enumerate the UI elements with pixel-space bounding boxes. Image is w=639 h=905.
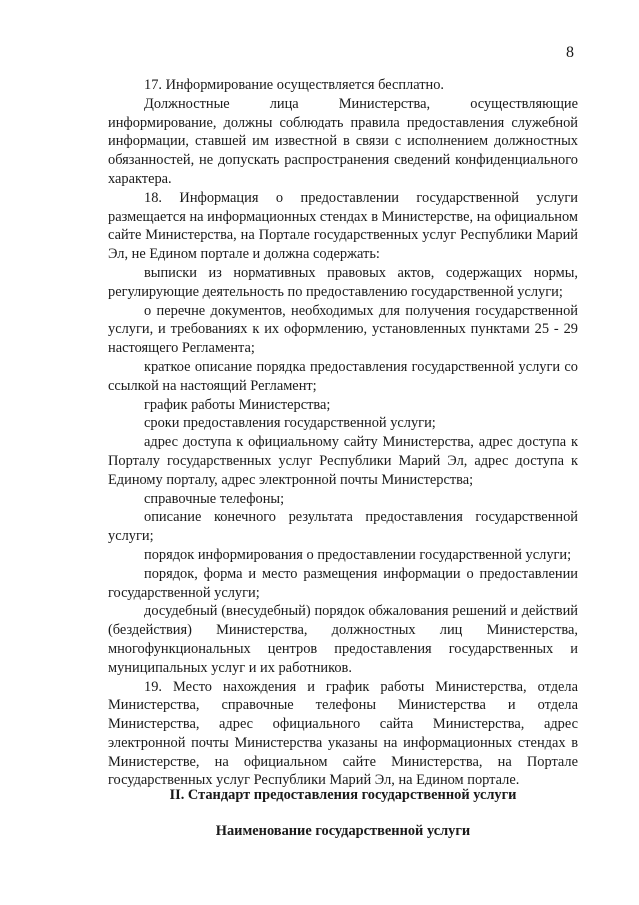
page-number: 8 bbox=[566, 44, 574, 61]
list-item-documents: о перечне документов, необходимых для получения государственной услуги, и требованиях к их оформлению, установленных пунктами 25 - 29 настоящего Регламента; bbox=[108, 302, 578, 357]
list-item-procedure-summary: краткое описание порядка предоставления государственной услуги со ссылкой на настоящий Регламент; bbox=[108, 358, 578, 394]
list-item-info-placement: порядок, форма и место размещения информации о предоставлении государственной услуги; bbox=[108, 565, 578, 601]
list-item-service-terms: сроки предоставления государственной услуги; bbox=[144, 415, 436, 432]
paragraph-officials-duty: Должностные лица Министерства, осуществляющие информирование, должны соблюдать правила предоставления служебной информации, ставшей им известной в связи с исполнением должностных обязанностей, не допускать распространения сведений конфиденциального характера. bbox=[108, 95, 578, 187]
list-item-appeal-procedure: досудебный (внесудебный) порядок обжалования решений и действий (бездействия) Министерства, должностных лиц Министерства, многофункциональных центров предоставления государственных и муниципальных услуг и их работников. bbox=[108, 603, 578, 676]
document-body bbox=[108, 76, 578, 790]
paragraph-17: 17. Информирование осуществляется бесплатно. bbox=[144, 77, 445, 93]
list-item-addresses: адрес доступа к официальному сайту Министерства, адрес доступа к Порталу государственных услуг Республики Марий Эл, адрес доступа к Единому порталу, адрес электронной почты Министерства; bbox=[108, 434, 578, 488]
list-item-work-schedule: график работы Министерства; bbox=[144, 396, 331, 413]
list-item-info-procedure: порядок информирования о предоставлении государственной услуги; bbox=[144, 546, 572, 563]
list-item-legal-acts: выписки из нормативных правовых актов, содержащих нормы, регулирующие деятельность по предоставлению государственной услуги; bbox=[108, 264, 578, 300]
list-item-final-result: описание конечного результата предоставления государственной услуги; bbox=[108, 509, 578, 545]
subsection-heading: Наименование государственной услуги bbox=[215, 823, 471, 839]
paragraph-18: 18. Информация о предоставлении государственной услуги размещается на информационных стендах в Министерстве, на официальном сайте Министерства, на Портале государственных услуг Республики Марий Эл, не Едином портале и должна содержать: bbox=[108, 189, 579, 263]
list-item-phones: справочные телефоны; bbox=[144, 490, 285, 507]
paragraph-19: 19. Место нахождения и график работы Министерства, отдела Министерства, справочные телефоны Министерства и отдела Министерства, адрес официального сайта Министерства, адрес электронной почты Министерства указаны на информационных стендах в Министерстве, на официальном сайте Министерства, на Портале государственных услуг Республики Марий Эл, на Едином портале. bbox=[108, 678, 578, 789]
section-heading: II. Стандарт предоставления государственной услуги bbox=[169, 787, 517, 803]
